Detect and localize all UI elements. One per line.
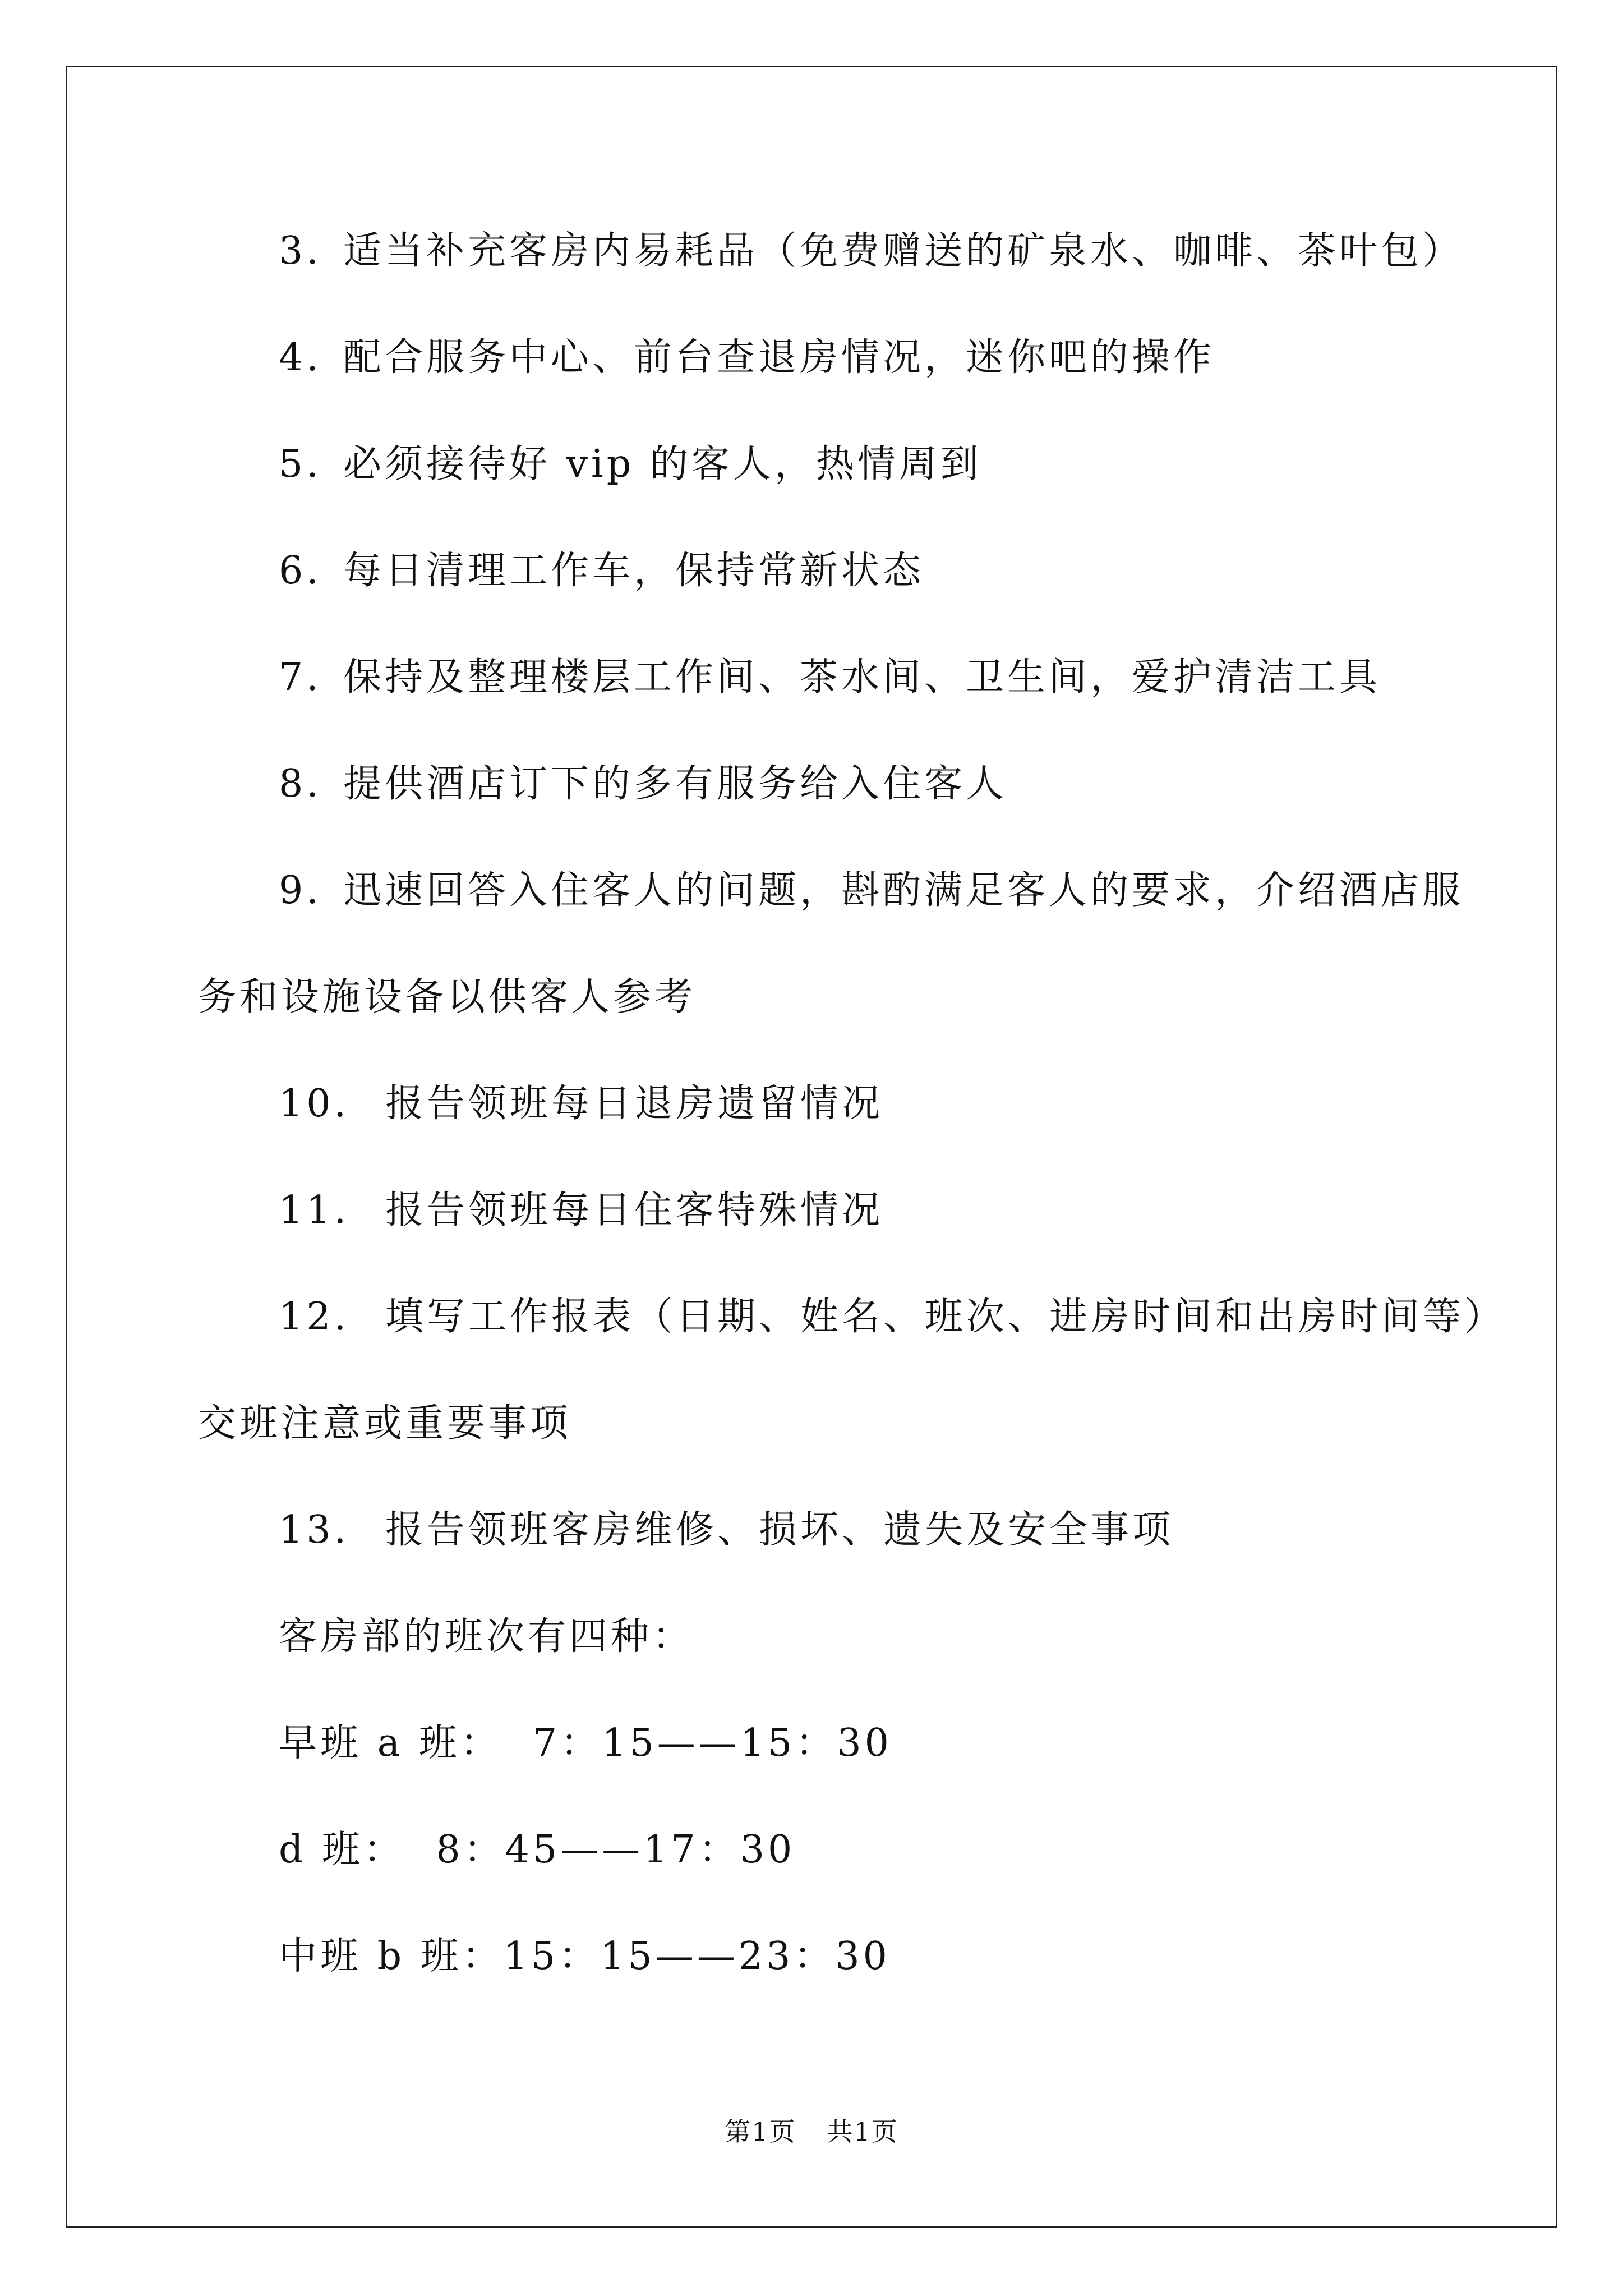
item-number: 3. [279, 229, 322, 273]
item-number: 13. [279, 1508, 350, 1552]
list-item [279, 762, 1007, 807]
list-item [279, 655, 1381, 700]
list-item [279, 229, 1464, 274]
list-item [279, 1082, 883, 1126]
list-item [279, 335, 1215, 380]
item-continuation: 务和设施设备以供客人参考 [198, 975, 697, 1019]
item-number: 11. [279, 1188, 350, 1232]
item-text: 配合服务中心、前台查退房情况，迷你吧的操作 [343, 335, 1215, 380]
page-border [66, 66, 1557, 2228]
item-number: 6. [279, 549, 322, 593]
item-number: 7. [279, 655, 322, 700]
item-number: 4. [279, 335, 322, 380]
page-number: 第1页 [725, 2116, 796, 2147]
page-total: 共1页 [827, 2116, 898, 2147]
item-text: 报告领班每日退房遗留情况 [385, 1082, 884, 1126]
item-number: 5. [279, 442, 322, 486]
shift-line-d: d 班： 8：45——17：30 [279, 1828, 796, 1872]
item-number: 12. [279, 1295, 350, 1339]
shifts-intro: 客房部的班次有四种： [279, 1614, 694, 1659]
item-text: 提供酒店订下的多有服务给入住客人 [343, 762, 1008, 806]
list-item [279, 549, 924, 593]
shift-line-early: 早班 a 班： 7：15——15：30 [279, 1721, 892, 1765]
item-text: 保持及整理楼层工作间、茶水间、卫生间，爱护清洁工具 [343, 655, 1381, 700]
item-continuation: 交班注意或重要事项 [198, 1401, 572, 1446]
list-item [279, 1508, 1174, 1553]
item-text: 适当补充客房内易耗品（免费赠送的矿泉水、咖啡、茶叶包） [343, 229, 1464, 273]
shift-line-middle: 中班 b 班：15：15——23：30 [279, 1934, 891, 1978]
item-text: 必须接待好 vip 的客人，热情周到 [343, 442, 982, 486]
item-text: 每日清理工作车，保持常新状态 [343, 549, 925, 593]
item-text: 迅速回答入住客人的问题，斟酌满足客人的要求，介绍酒店服 [343, 868, 1464, 913]
list-item [279, 442, 982, 487]
item-text: 填写工作报表（日期、姓名、班次、进房时间和出房时间等） [385, 1295, 1506, 1339]
list-item [279, 1295, 1506, 1340]
item-number: 10. [279, 1082, 350, 1126]
item-number: 8. [279, 762, 322, 806]
item-text: 报告领班每日住客特殊情况 [385, 1188, 884, 1232]
list-item [279, 868, 1464, 913]
list-item [279, 1188, 883, 1233]
item-text: 报告领班客房维修、损坏、遗失及安全事项 [385, 1508, 1174, 1552]
item-number: 9. [279, 868, 322, 913]
page-footer [0, 2115, 1623, 2148]
